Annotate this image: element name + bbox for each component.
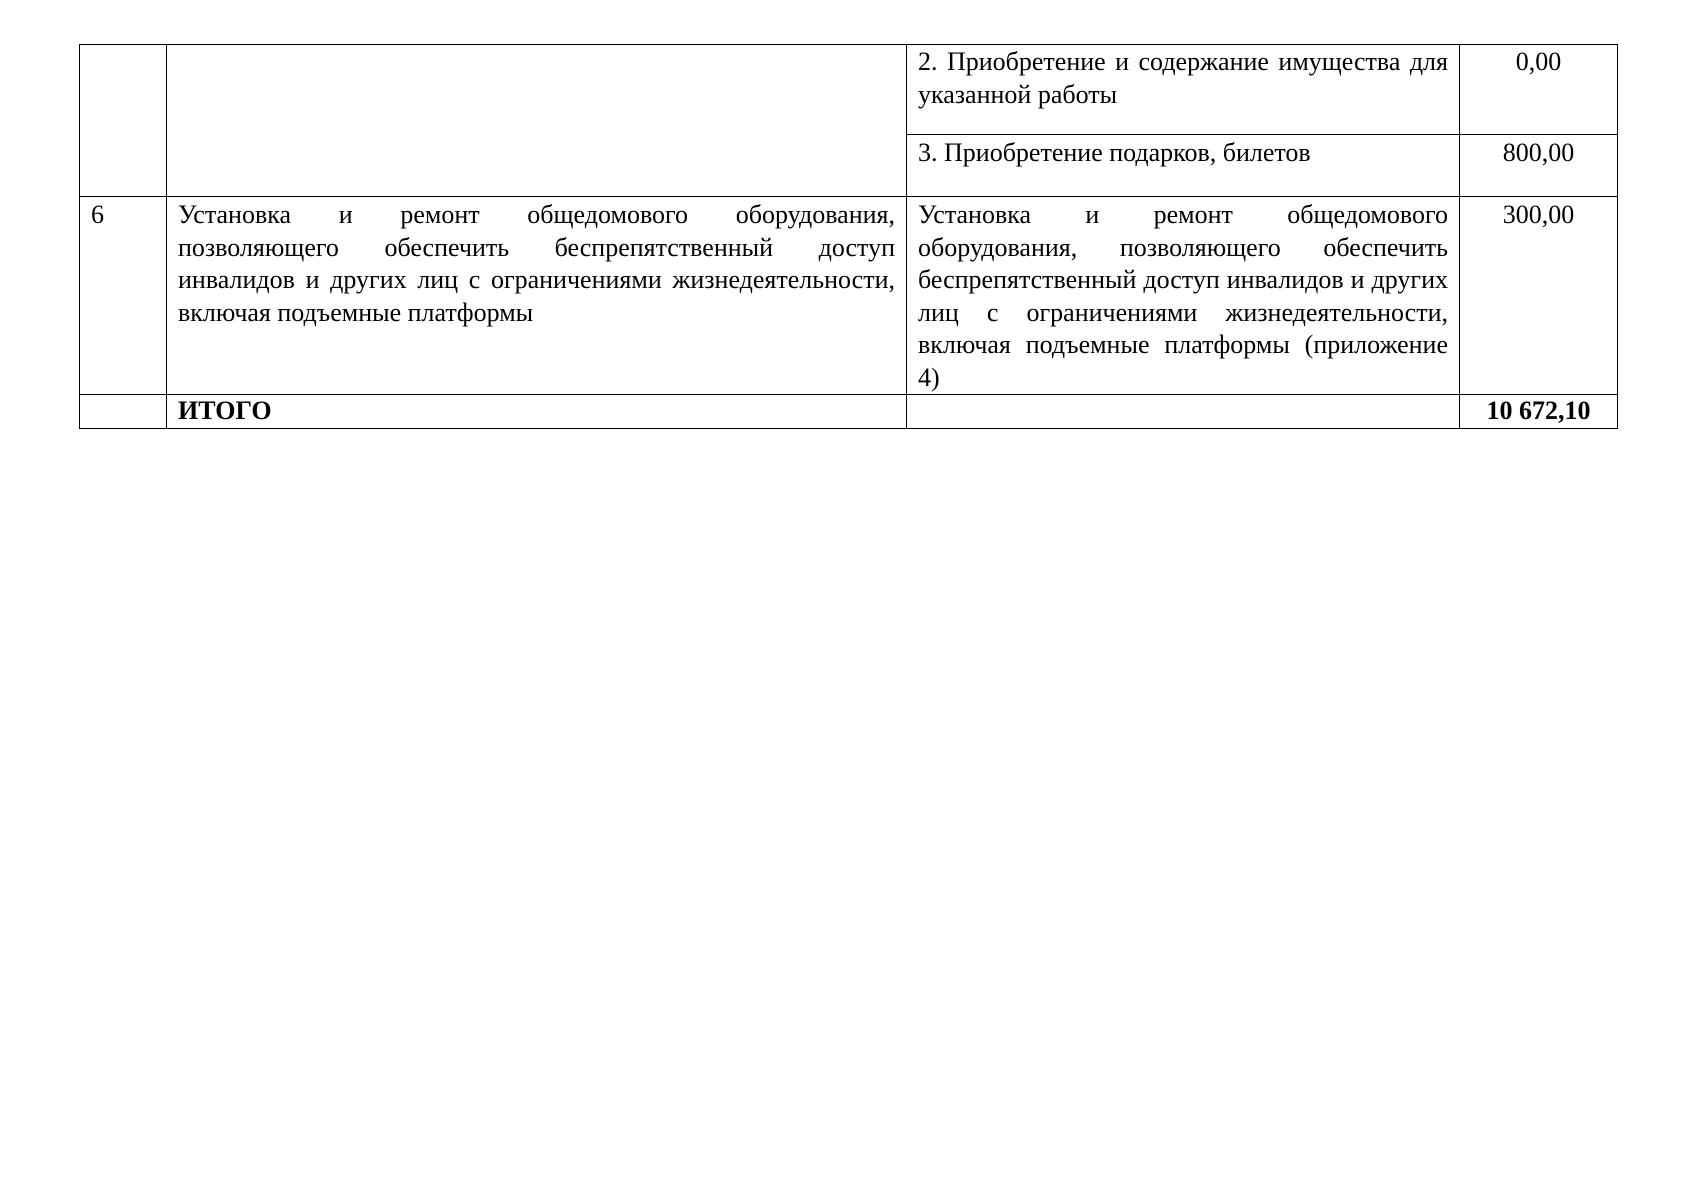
row-name-cell: Установка и ремонт общедомового оборудования, позволяющего обеспечить беспрепятственный доступ инвалидов и других лиц с ограничениями жизнедеятельности, включая подъемные платформы xyxy=(167,197,907,395)
budget-table xyxy=(79,44,1618,429)
total-amount: 10 672,10 xyxy=(1460,395,1618,429)
total-row xyxy=(80,395,1618,429)
table-row xyxy=(80,197,1618,395)
total-number-cell xyxy=(80,395,167,429)
row-number-cell xyxy=(80,45,167,197)
row-description-cell: Установка и ремонт общедомового оборудования, позволяющего обеспечить беспрепятственный доступ инвалидов и других лиц с ограничениями жизнедеятельности, включая подъемные платформы (приложение 4) xyxy=(907,197,1460,395)
row-amount-cell: 800,00 xyxy=(1460,135,1618,197)
row-name-cell xyxy=(167,45,907,197)
row-amount-cell: 300,00 xyxy=(1460,197,1618,395)
total-label: ИТОГО xyxy=(167,395,907,429)
row-description-cell: 2. Приобретение и содержание имущества для указанной работы xyxy=(907,45,1460,135)
row-number-cell: 6 xyxy=(80,197,167,395)
row-description-cell: 3. Приобретение подарков, билетов xyxy=(907,135,1460,197)
total-description-cell xyxy=(907,395,1460,429)
table-row xyxy=(80,45,1618,135)
row-amount-cell: 0,00 xyxy=(1460,45,1618,135)
